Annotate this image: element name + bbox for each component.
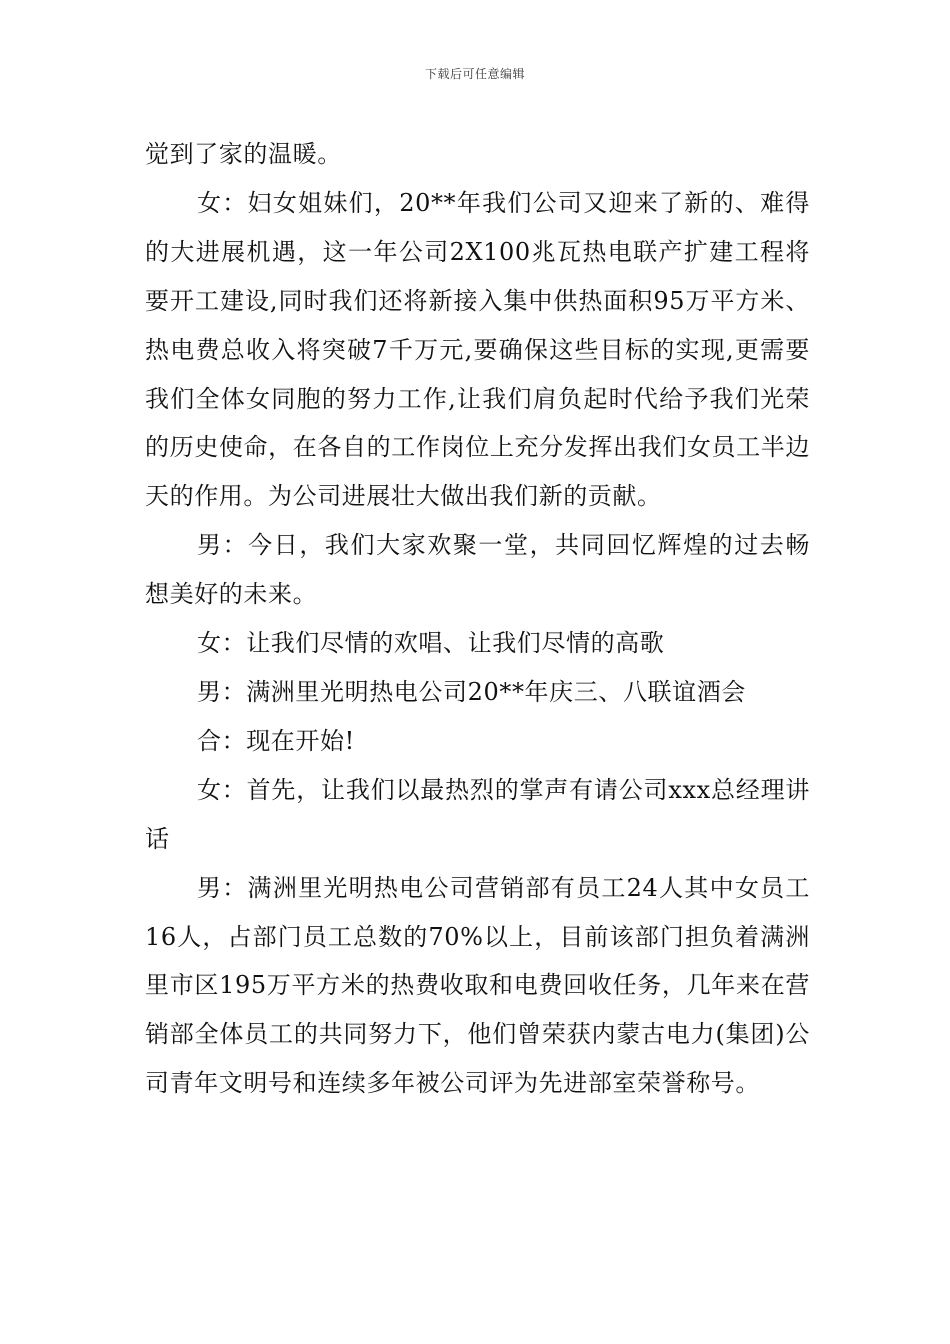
- paragraph: 女：让我们尽情的欢唱、让我们尽情的高歌: [197, 629, 665, 658]
- paragraph: 女：首先，让我们以最热烈的掌声有请公司xxx总经理讲话: [145, 775, 810, 853]
- paragraph: 女：妇女姐妹们，20**年我们公司又迎来了新的、难得的大进展机遇，这一年公司2X100兆瓦热电联产扩建工程将要开工建设,同时我们还将新接入集中供热面积95万平方米、热电费总收入将突破7千万元,要确保这些目标的实现,更需要我们全体女同胞的努力工作,让我们肩负起时代给予我们光荣的历史使命，在各自的工作岗位上充分发挥出我们女员工半边天的作用。为公司进展壮大做出我们新的贡献。: [145, 188, 810, 511]
- page-header-note: 下载后可任意编辑: [424, 67, 525, 81]
- paragraph: 男：今日，我们大家欢聚一堂，共同回忆辉煌的过去畅想美好的未来。: [145, 531, 810, 609]
- paragraph: 觉到了家的温暖。: [145, 140, 342, 168]
- document-body: [145, 130, 810, 1108]
- paragraph: 男：满洲里光明热电公司20**年庆三、八联谊酒会: [197, 677, 746, 706]
- paragraph: 男：满洲里光明热电公司营销部有员工24人其中女员工16人，占部门员工总数的70%以上，目前该部门担负着满洲里市区195万平方米的热费收取和电费回收任务，几年来在营销部全体员工的共同努力下，他们曾荣获内蒙古电力(集团)公司青年文明号和连续多年被公司评为先进部室荣誉称号。: [145, 873, 810, 1098]
- paragraph: 合：现在开始!: [197, 726, 355, 755]
